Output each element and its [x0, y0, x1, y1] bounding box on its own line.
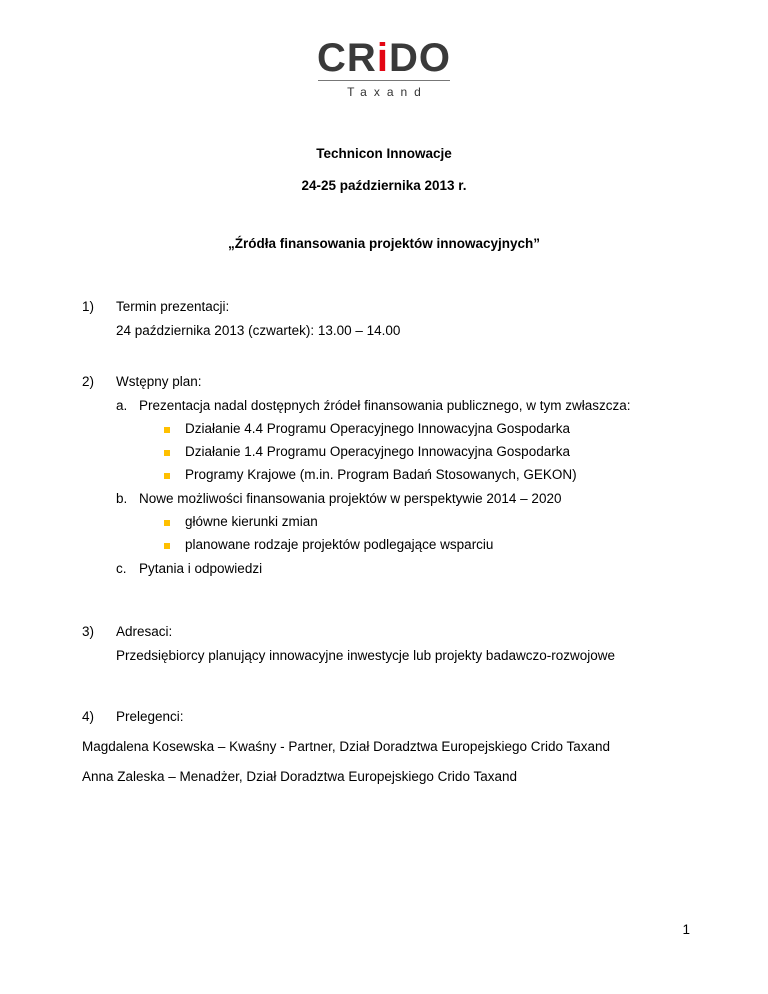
list-letter: c. — [116, 561, 127, 576]
page-number: 1 — [682, 922, 690, 937]
logo-rule — [318, 80, 450, 81]
bullet-square-icon — [164, 543, 170, 549]
event-name: Technicon Innowacje — [316, 146, 452, 161]
bullet-square-icon — [164, 520, 170, 526]
section-heading: Wstępny plan: — [116, 374, 202, 389]
logo-word-part: DO — [388, 36, 451, 80]
bullet-item: Działanie 1.4 Programu Operacyjnego Innowacyjna Gospodarka — [185, 444, 570, 459]
list-letter: a. — [116, 398, 128, 413]
bullet-item: główne kierunki zmian — [185, 514, 318, 529]
audience-text: Przedsiębiorcy planujący innowacyjne inwestycje lub projekty badawczo-rozwojowe — [116, 648, 615, 663]
list-item-text: Prezentacja nadal dostępnych źródeł finansowania publicznego, w tym zwłaszcza: — [139, 398, 631, 413]
list-item-text: Nowe możliwości finansowania projektów w perspektywie 2014 – 2020 — [139, 491, 562, 506]
crido-taxand-logo — [0, 38, 768, 99]
bullet-item: Programy Krajowe (m.in. Program Badań Stosowanych, GEKON) — [185, 467, 577, 482]
speaker-line: Anna Zaleska – Menadżer, Dział Doradztwa Europejskiego Crido Taxand — [82, 769, 517, 784]
presentation-title: „Źródła finansowania projektów innowacyjnych” — [227, 236, 541, 251]
section-heading: Prelegenci: — [116, 709, 184, 724]
logo-subtitle: Taxand — [347, 85, 428, 99]
list-item-text: Pytania i odpowiedzi — [139, 561, 263, 576]
logo-word-part: CR — [317, 36, 377, 80]
list-letter: b. — [116, 491, 128, 506]
event-dates: 24-25 października 2013 r. — [301, 178, 467, 193]
logo-word-i: i — [376, 36, 389, 80]
section-heading: Termin prezentacji: — [116, 299, 230, 314]
bullet-square-icon — [164, 450, 170, 456]
presentation-time: 24 października 2013 (czwartek): 13.00 – 14.00 — [116, 323, 401, 338]
bullet-square-icon — [164, 473, 170, 479]
logo-wordmark — [317, 38, 451, 78]
speaker-line: Magdalena Kosewska – Kwaśny - Partner, Dział Doradztwa Europejskiego Crido Taxand — [82, 739, 611, 754]
section-number: 4) — [82, 709, 95, 724]
bullet-item: Działanie 4.4 Programu Operacyjnego Innowacyjna Gospodarka — [185, 421, 570, 436]
bullet-item: planowane rodzaje projektów podlegające wsparciu — [185, 537, 494, 552]
section-number: 3) — [82, 624, 95, 639]
section-number: 2) — [82, 374, 95, 389]
bullet-square-icon — [164, 427, 170, 433]
section-number: 1) — [82, 299, 95, 314]
section-heading: Adresaci: — [116, 624, 173, 639]
